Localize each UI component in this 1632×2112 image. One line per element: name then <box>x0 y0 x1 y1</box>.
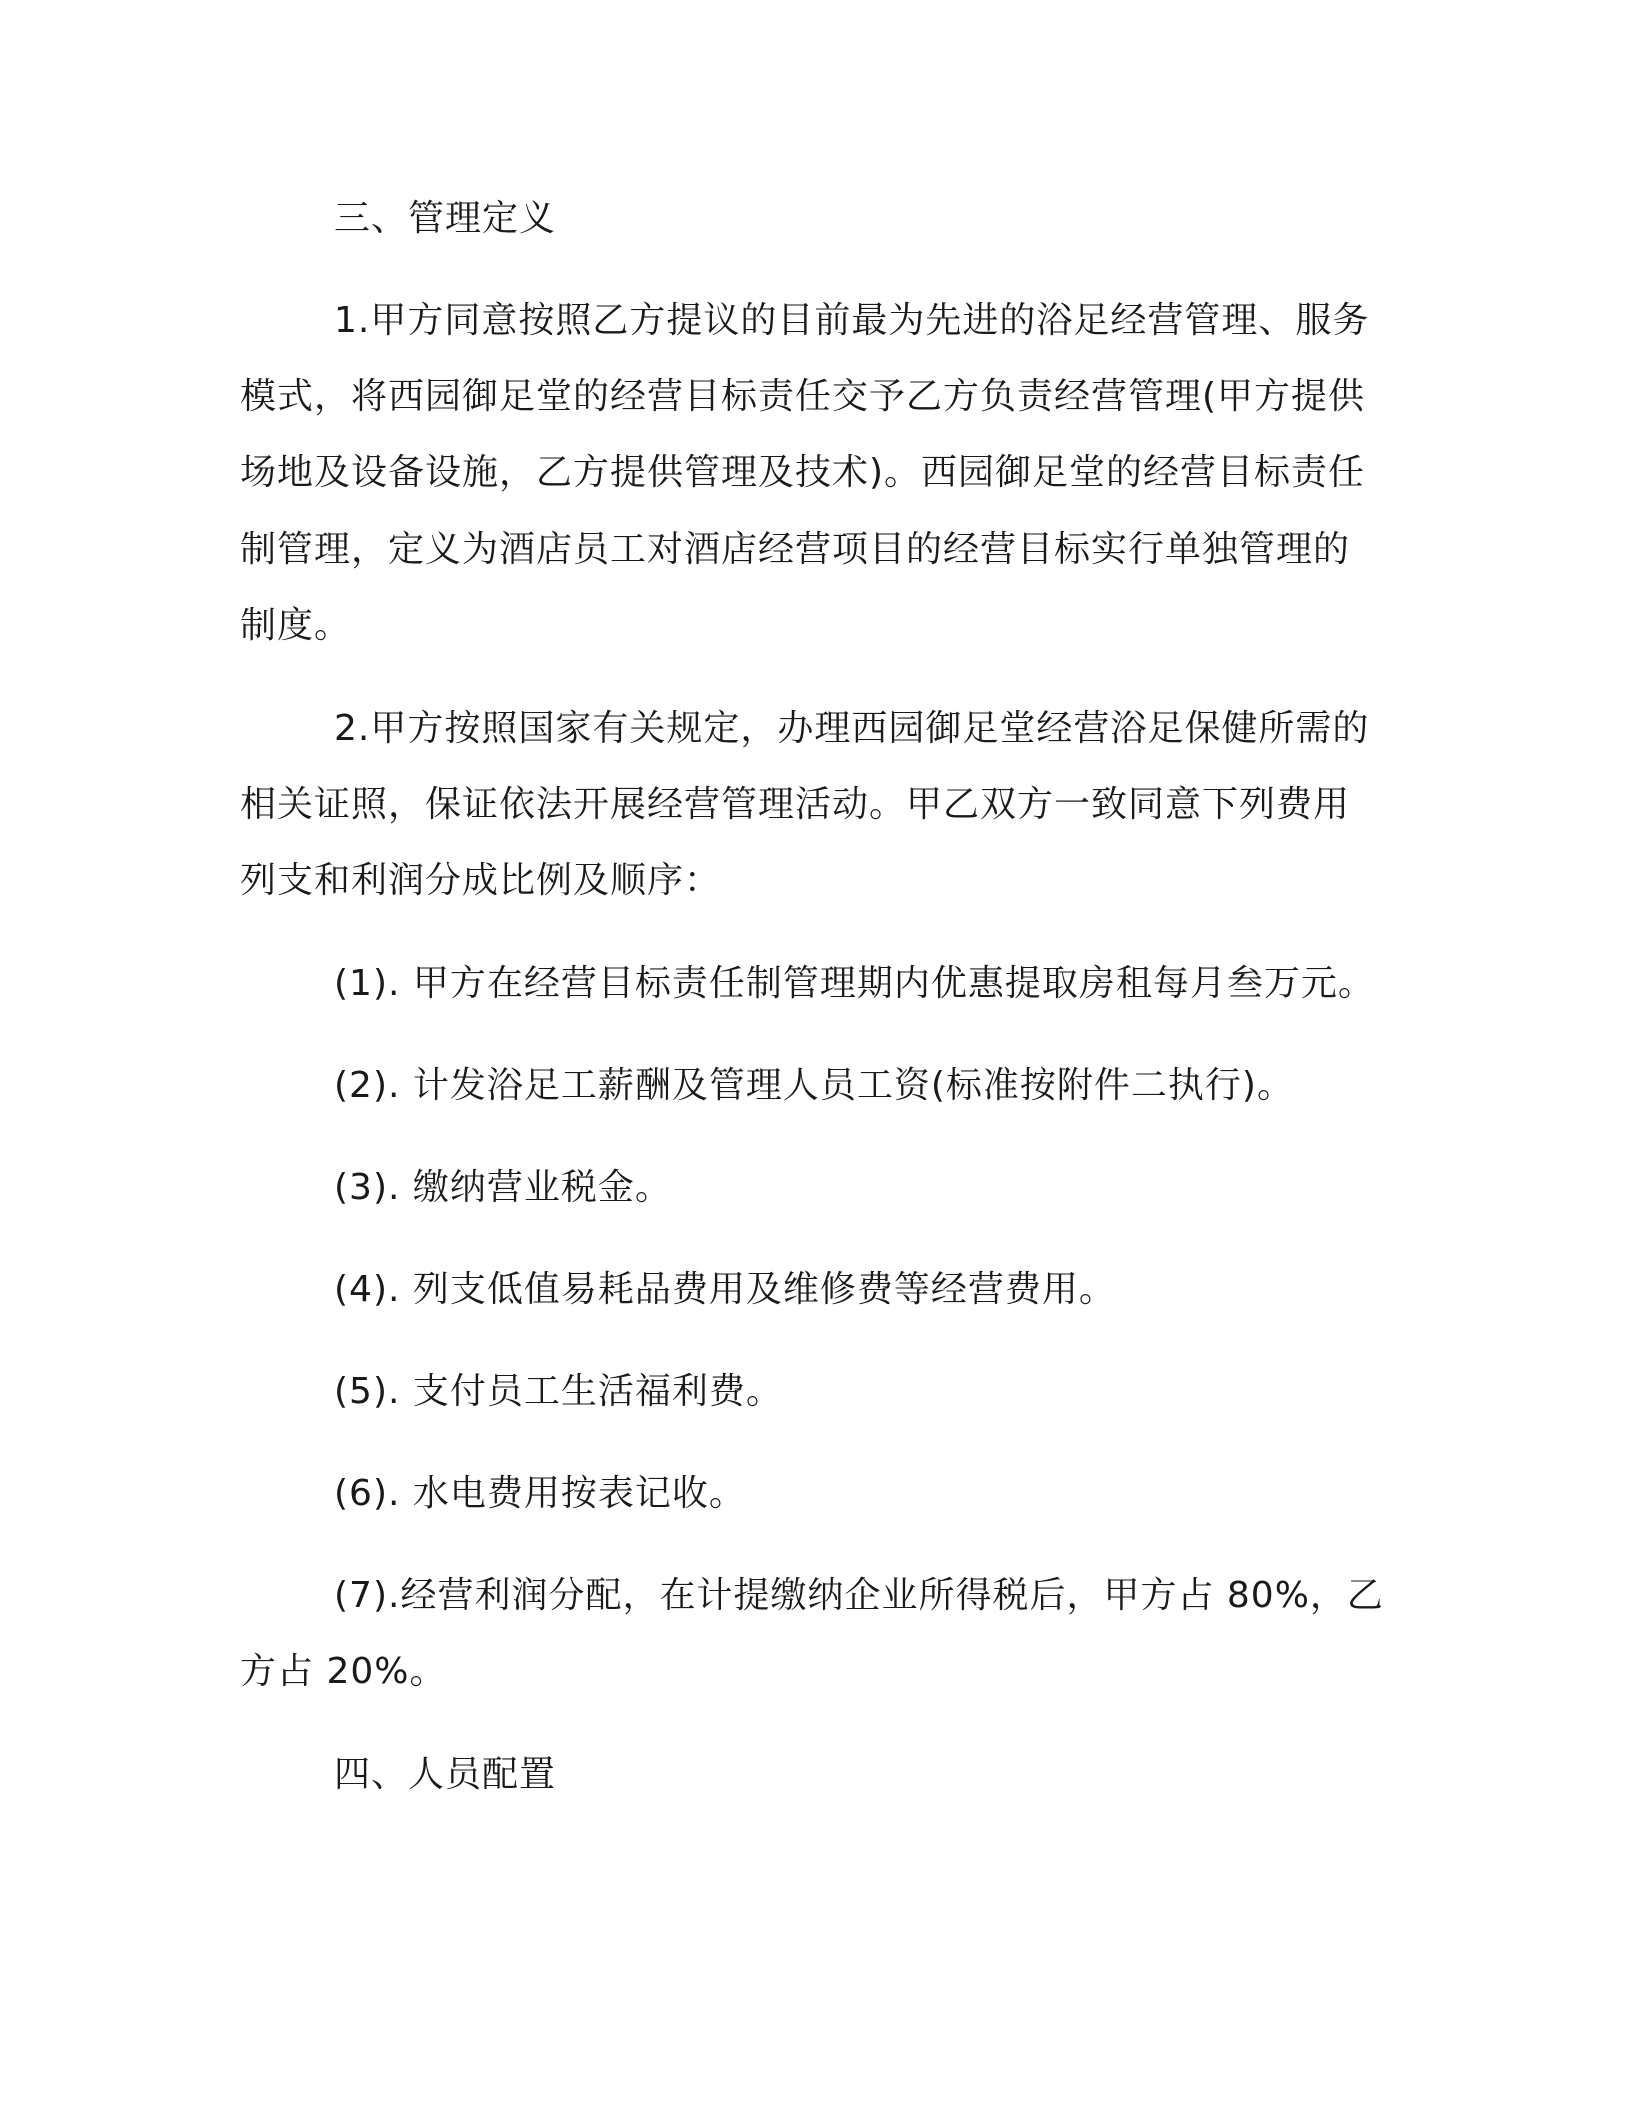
list-item: (5). 支付员工生活福利费。 <box>334 1371 783 1412</box>
paragraph-line: 制度。 <box>240 605 352 646</box>
paragraph-line: 相关证照，保证依法开展经营管理活动。甲乙双方一致同意下列费用 <box>240 784 1351 825</box>
paragraph-line: 制管理，定义为酒店员工对酒店经营项目的经营目标实行单独管理的 <box>240 529 1351 570</box>
list-item: (4). 列支低值易耗品费用及维修费等经营费用。 <box>334 1269 1116 1310</box>
list-item: (2). 计发浴足工薪酬及管理人员工资(标准按附件二执行)。 <box>334 1065 1294 1106</box>
list-item: (6). 水电费用按表记收。 <box>334 1473 746 1514</box>
paragraph-line: 2.甲方按照国家有关规定，办理西园御足堂经营浴足保健所需的 <box>334 708 1370 749</box>
paragraph-line: (7).经营利润分配，在计提缴纳企业所得税后，甲方占 80%，乙 <box>334 1575 1384 1616</box>
section-heading-management-definition: 三、管理定义 <box>334 198 557 239</box>
list-item: (1). 甲方在经营目标责任制管理期内优惠提取房租每月叁万元。 <box>334 963 1375 1004</box>
list-item: (3). 缴纳营业税金。 <box>334 1167 672 1208</box>
paragraph-line: 1.甲方同意按照乙方提议的目前最为先进的浴足经营管理、服务 <box>334 300 1370 341</box>
paragraph-line: 模式，将西园御足堂的经营目标责任交予乙方负责经营管理(甲方提供 <box>240 376 1366 417</box>
paragraph-line: 方占 20%。 <box>240 1651 447 1692</box>
paragraph-line: 列支和利润分成比例及顺序： <box>240 860 722 901</box>
paragraph-line: 场地及设备设施，乙方提供管理及技术)。西园御足堂的经营目标责任 <box>240 452 1366 493</box>
section-heading-staffing: 四、人员配置 <box>334 1754 557 1795</box>
